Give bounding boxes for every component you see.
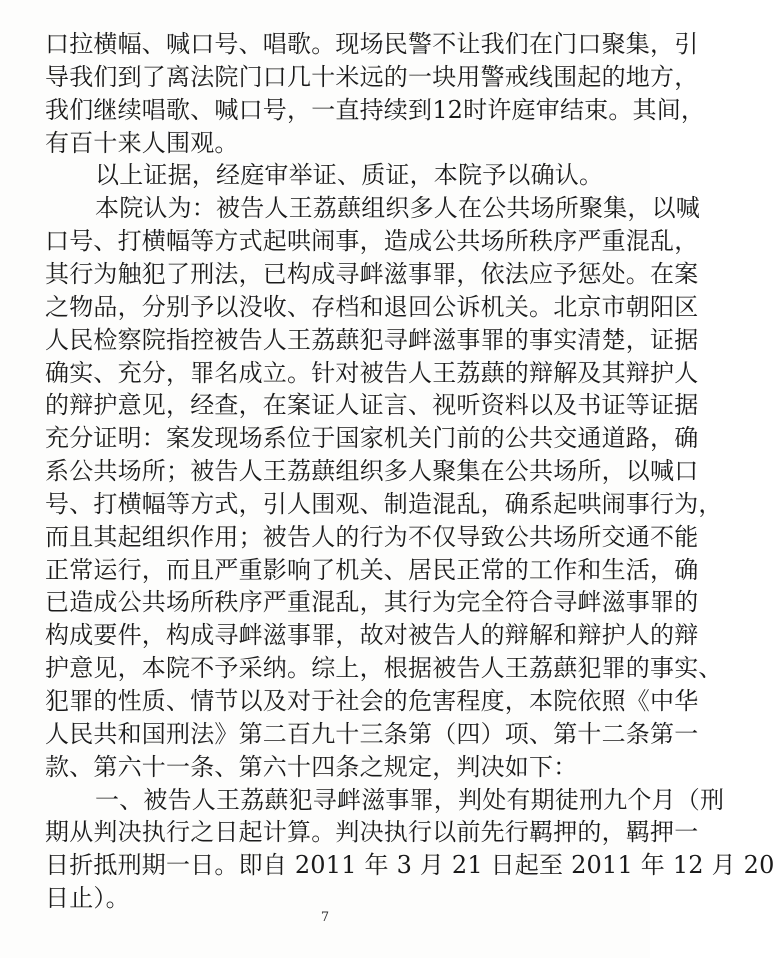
text-line: 日止）。 [45, 884, 130, 912]
text-line: 正常运行，而且严重影响了机关、居民正常的工作和生活，确 [45, 555, 699, 584]
text-line: 护意见，本院不予采纳。综上，根据被告人王荔蕻犯罪的事实、 [45, 654, 723, 683]
text-line: 款、第六十一条、第六十四条之规定，判决如下： [45, 752, 578, 781]
page-number: 7 [320, 910, 330, 925]
text-line: 犯罪的性质、情节以及对于社会的危害程度，本院依照《中华 [45, 686, 699, 715]
text-line: 之物品，分别予以没收、存档和退回公诉机关。北京市朝阳区 [45, 292, 699, 321]
text-line: 构成要件，构成寻衅滋事罪，故对被告人的辩解和辩护人的辩 [45, 621, 699, 650]
text-line: 人民共和国刑法》第二百九十三条第（四）项、第十二条第一 [45, 719, 699, 748]
text-line: 充分证明：案发现场系位于国家机关门前的公共交通道路，确 [45, 424, 699, 453]
text-line: 号、打横幅等方式，引人围观、制造混乱，确系起哄闹事行为， [45, 489, 723, 518]
text-line: 导我们到了离法院门口几十米远的一块用警戒线围起的地方， [45, 62, 699, 91]
text-line: 我们继续唱歌、喊口号，一直持续到12时许庭审结束。其间， [45, 95, 706, 124]
text-line: 本院认为：被告人王荔蕻组织多人在公共场所聚集，以喊 [95, 194, 700, 223]
text-line: 一、被告人王荔蕻犯寻衅滋事罪，判处有期徒刑九个月（刑 [95, 785, 725, 814]
text-line: 确实、充分，罪名成立。针对被告人王荔蕻的辩解及其辩护人 [45, 358, 699, 387]
text-line: 以上证据，经庭审举证、质证，本院予以确认。 [95, 161, 604, 190]
text-line: 系公共场所；被告人王荔蕻组织多人聚集在公共场所，以喊口 [45, 457, 699, 485]
text-line: 已造成公共场所秩序严重混乱，其行为完全符合寻衅滋事罪的 [45, 588, 699, 617]
text-line: 人民检察院指控被告人王荔蕻犯寻衅滋事罪的事实清楚，证据 [45, 325, 699, 354]
text-line: 期从判决执行之日起计算。判决执行以前先行羁押的，羁押一 [45, 818, 699, 847]
text-line: 的辩护意见，经查，在案证人证言、视听资料以及书证等证据 [45, 391, 699, 420]
text-line: 口拉横幅、喊口号、唱歌。现场民警不让我们在门口聚集，引 [45, 30, 699, 58]
text-line: 口号、打横幅等方式起哄闹事，造成公共场所秩序严重混乱， [45, 227, 699, 256]
text-line: 其行为触犯了刑法，已构成寻衅滋事罪，依法应予惩处。在案 [45, 259, 699, 288]
text-line: 有百十来人围观。 [45, 128, 239, 157]
text-line: 而且其起组织作用；被告人的行为不仅导致公共场所交通不能 [45, 522, 699, 551]
text-line: 日折抵刑期一日。即自 2011 年 3 月 21 日起至 2011 年 12 月 20 [45, 851, 775, 880]
